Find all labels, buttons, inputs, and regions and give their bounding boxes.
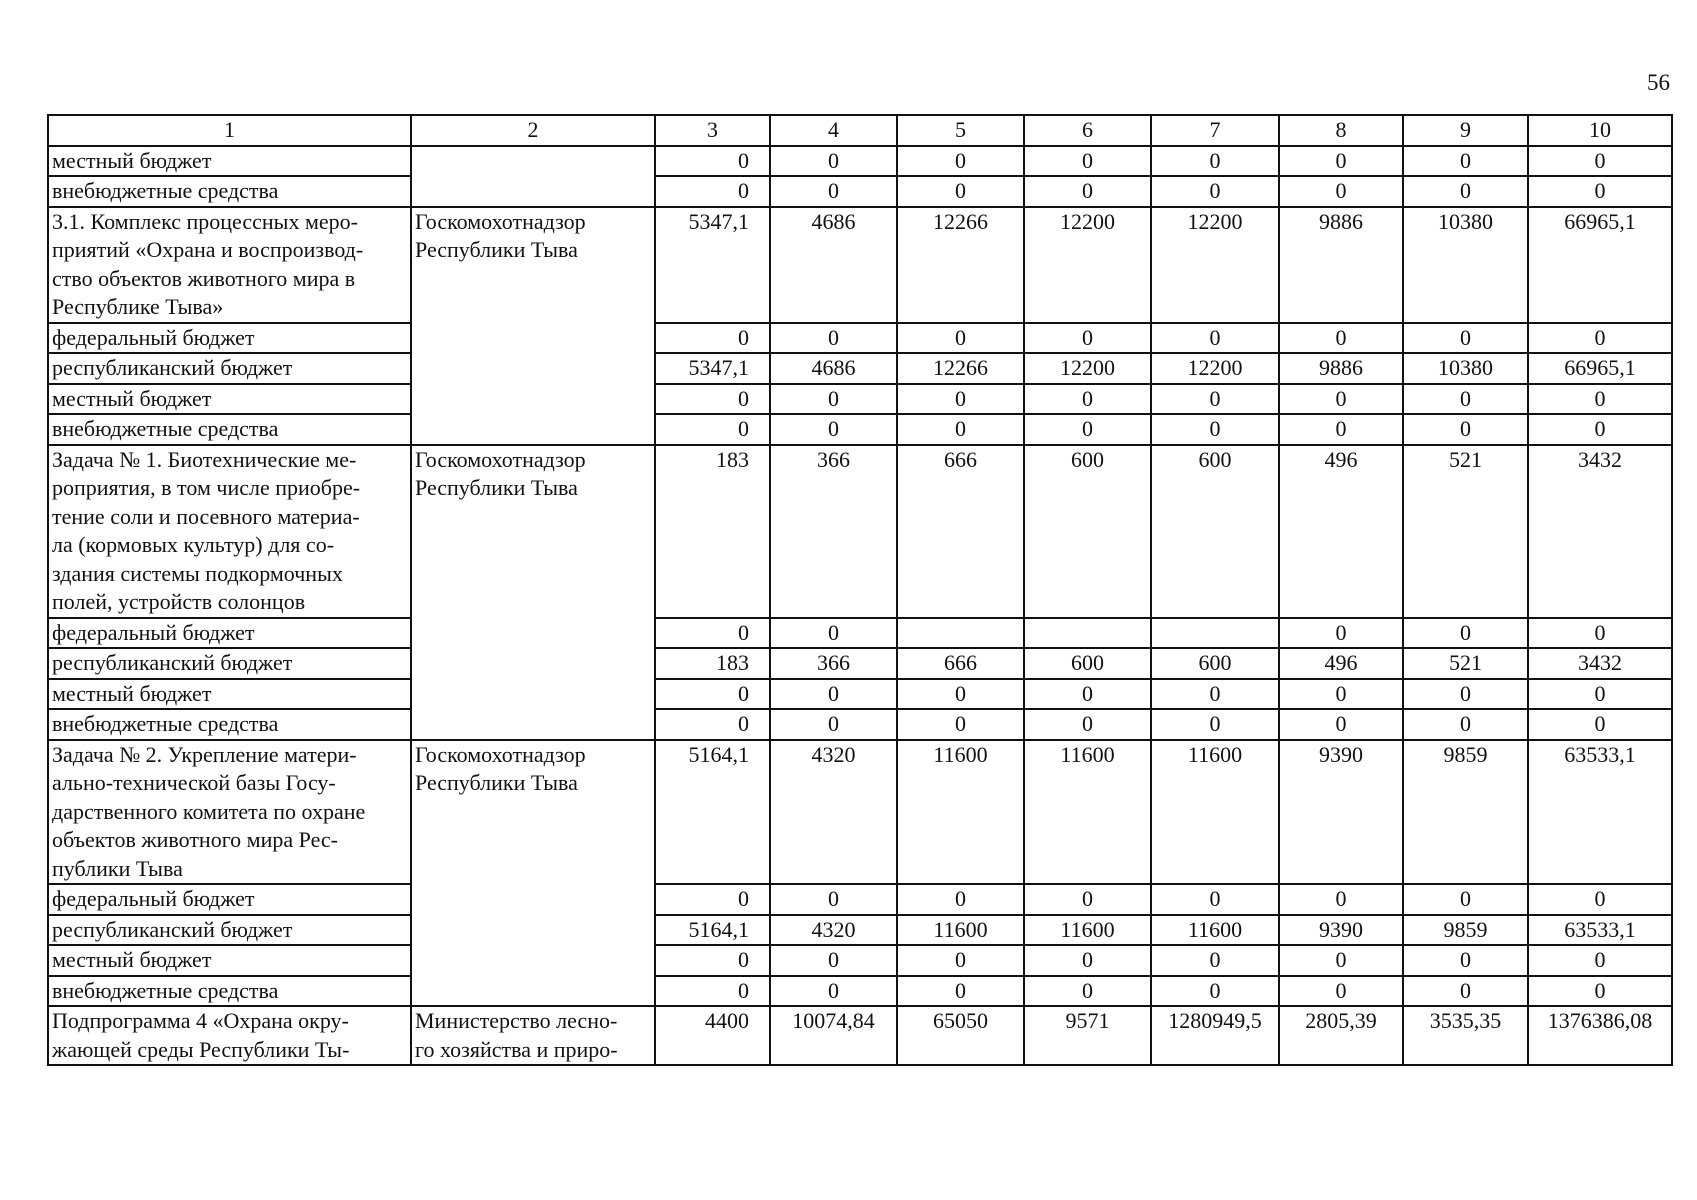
table-row xyxy=(48,915,1672,946)
row-executor: Госкомохотнадзор Республики Тыва xyxy=(411,207,655,445)
value-cell: 0 xyxy=(1403,884,1528,915)
value-cell: 0 xyxy=(1403,679,1528,710)
value-cell: 4320 xyxy=(770,915,897,946)
table-row xyxy=(48,146,1672,177)
value-cell: 0 xyxy=(655,384,770,415)
budget-table xyxy=(47,114,1673,1066)
table-row xyxy=(48,945,1672,976)
value-cell: 0 xyxy=(1528,146,1672,177)
value-cell: 9886 xyxy=(1279,353,1403,384)
value-cell: 10380 xyxy=(1403,353,1528,384)
value-cell: 496 xyxy=(1279,648,1403,679)
value-cell: 0 xyxy=(1151,384,1279,415)
row-label: федеральный бюджет xyxy=(48,618,411,649)
value-cell: 0 xyxy=(770,679,897,710)
value-cell: 0 xyxy=(1403,414,1528,445)
value-cell: 0 xyxy=(655,679,770,710)
value-cell: 0 xyxy=(770,709,897,740)
row-label: республиканский бюджет xyxy=(48,353,411,384)
value-cell xyxy=(1151,618,1279,649)
value-cell: 12266 xyxy=(897,353,1024,384)
value-cell: 0 xyxy=(655,146,770,177)
page-number: 56 xyxy=(1647,70,1670,95)
value-cell: 63533,1 xyxy=(1528,915,1672,946)
value-cell: 0 xyxy=(1279,709,1403,740)
row-label: внебюджетные средства xyxy=(48,976,411,1007)
table-row xyxy=(48,679,1672,710)
value-cell: 0 xyxy=(1528,176,1672,207)
value-cell: 0 xyxy=(897,323,1024,354)
value-cell: 0 xyxy=(1151,146,1279,177)
value-cell: 11600 xyxy=(1151,915,1279,946)
value-cell: 11600 xyxy=(897,915,1024,946)
row-label: Задача № 2. Укрепление матери- ально-технической базы Госу- дарственного комитета по охране объектов животного мира Рес- публики Тыва xyxy=(48,740,411,885)
value-cell: 600 xyxy=(1151,445,1279,618)
value-cell: 0 xyxy=(897,414,1024,445)
table-row xyxy=(48,207,1672,323)
value-cell: 0 xyxy=(1024,709,1151,740)
row-executor: Госкомохотнадзор Республики Тыва xyxy=(411,445,655,740)
value-cell: 0 xyxy=(655,945,770,976)
value-cell: 63533,1 xyxy=(1528,740,1672,885)
value-cell: 0 xyxy=(897,146,1024,177)
table-row xyxy=(48,353,1672,384)
value-cell: 0 xyxy=(1403,176,1528,207)
value-cell: 0 xyxy=(897,384,1024,415)
value-cell: 12200 xyxy=(1151,353,1279,384)
value-cell: 0 xyxy=(897,976,1024,1007)
value-cell: 66965,1 xyxy=(1528,207,1672,323)
value-cell: 366 xyxy=(770,445,897,618)
value-cell: 0 xyxy=(1151,976,1279,1007)
value-cell: 0 xyxy=(1528,384,1672,415)
header-cell: 10 xyxy=(1528,115,1672,146)
value-cell: 9886 xyxy=(1279,207,1403,323)
value-cell: 0 xyxy=(770,414,897,445)
value-cell xyxy=(1024,618,1151,649)
value-cell: 0 xyxy=(1151,414,1279,445)
value-cell: 0 xyxy=(897,945,1024,976)
value-cell: 0 xyxy=(1528,618,1672,649)
value-cell: 0 xyxy=(1024,146,1151,177)
value-cell: 0 xyxy=(655,884,770,915)
value-cell: 0 xyxy=(897,884,1024,915)
value-cell: 0 xyxy=(655,976,770,1007)
value-cell: 0 xyxy=(1528,323,1672,354)
value-cell: 0 xyxy=(1279,414,1403,445)
value-cell: 366 xyxy=(770,648,897,679)
row-executor: Госкомохотнадзор Республики Тыва xyxy=(411,740,655,1007)
value-cell: 12200 xyxy=(1024,207,1151,323)
header-cell: 3 xyxy=(655,115,770,146)
value-cell: 0 xyxy=(1403,146,1528,177)
value-cell: 9859 xyxy=(1403,915,1528,946)
value-cell: 0 xyxy=(655,176,770,207)
row-executor xyxy=(411,146,655,207)
value-cell: 521 xyxy=(1403,648,1528,679)
value-cell: 0 xyxy=(1279,945,1403,976)
value-cell: 0 xyxy=(897,679,1024,710)
table-row xyxy=(48,709,1672,740)
value-cell: 4686 xyxy=(770,207,897,323)
value-cell: 183 xyxy=(655,648,770,679)
value-cell: 0 xyxy=(1528,884,1672,915)
value-cell: 0 xyxy=(655,414,770,445)
value-cell: 0 xyxy=(1403,384,1528,415)
value-cell: 1280949,5 xyxy=(1151,1006,1279,1065)
value-cell: 11600 xyxy=(1024,740,1151,885)
value-cell: 0 xyxy=(1403,709,1528,740)
table-row xyxy=(48,884,1672,915)
value-cell: 0 xyxy=(1151,176,1279,207)
value-cell: 66965,1 xyxy=(1528,353,1672,384)
value-cell: 600 xyxy=(1024,648,1151,679)
value-cell: 0 xyxy=(1024,976,1151,1007)
value-cell: 0 xyxy=(770,146,897,177)
header-cell: 8 xyxy=(1279,115,1403,146)
value-cell: 0 xyxy=(1528,414,1672,445)
value-cell: 12200 xyxy=(1151,207,1279,323)
table-row xyxy=(48,384,1672,415)
value-cell: 0 xyxy=(655,618,770,649)
value-cell: 0 xyxy=(1528,679,1672,710)
value-cell: 0 xyxy=(1403,945,1528,976)
value-cell xyxy=(897,618,1024,649)
value-cell: 9390 xyxy=(1279,740,1403,885)
header-cell: 6 xyxy=(1024,115,1151,146)
header-cell: 9 xyxy=(1403,115,1528,146)
value-cell: 0 xyxy=(1528,976,1672,1007)
value-cell: 11600 xyxy=(1024,915,1151,946)
value-cell: 5347,1 xyxy=(655,207,770,323)
value-cell: 666 xyxy=(897,648,1024,679)
value-cell: 12200 xyxy=(1024,353,1151,384)
value-cell: 0 xyxy=(897,176,1024,207)
header-cell: 2 xyxy=(411,115,655,146)
row-executor: Министерство лесно- го хозяйства и приро- xyxy=(411,1006,655,1065)
value-cell: 0 xyxy=(1024,884,1151,915)
value-cell: 0 xyxy=(770,176,897,207)
value-cell: 2805,39 xyxy=(1279,1006,1403,1065)
value-cell: 0 xyxy=(1528,709,1672,740)
value-cell: 0 xyxy=(770,945,897,976)
value-cell: 0 xyxy=(1024,414,1151,445)
value-cell: 9571 xyxy=(1024,1006,1151,1065)
value-cell: 0 xyxy=(770,618,897,649)
row-label: местный бюджет xyxy=(48,679,411,710)
table-row xyxy=(48,445,1672,618)
row-label: федеральный бюджет xyxy=(48,323,411,354)
value-cell: 0 xyxy=(1279,679,1403,710)
value-cell: 666 xyxy=(897,445,1024,618)
value-cell: 0 xyxy=(1024,679,1151,710)
value-cell: 5347,1 xyxy=(655,353,770,384)
value-cell: 0 xyxy=(1151,884,1279,915)
value-cell: 5164,1 xyxy=(655,915,770,946)
value-cell: 12266 xyxy=(897,207,1024,323)
value-cell: 0 xyxy=(1279,618,1403,649)
value-cell: 0 xyxy=(1403,323,1528,354)
table-row xyxy=(48,648,1672,679)
value-cell: 0 xyxy=(1024,384,1151,415)
value-cell: 3535,35 xyxy=(1403,1006,1528,1065)
value-cell: 3432 xyxy=(1528,648,1672,679)
header-cell: 4 xyxy=(770,115,897,146)
value-cell: 0 xyxy=(1151,323,1279,354)
row-label: федеральный бюджет xyxy=(48,884,411,915)
value-cell: 10380 xyxy=(1403,207,1528,323)
value-cell: 0 xyxy=(1403,976,1528,1007)
table-row xyxy=(48,618,1672,649)
value-cell: 0 xyxy=(897,709,1024,740)
header-cell: 1 xyxy=(48,115,411,146)
header-cell: 7 xyxy=(1151,115,1279,146)
value-cell: 65050 xyxy=(897,1006,1024,1065)
value-cell: 0 xyxy=(1151,709,1279,740)
row-label: внебюджетные средства xyxy=(48,176,411,207)
row-label: 3.1. Комплекс процессных меро- приятий «Охрана и воспроизвод- ство объектов животного мира в Республике Тыва» xyxy=(48,207,411,323)
value-cell: 0 xyxy=(655,323,770,354)
value-cell: 0 xyxy=(1279,176,1403,207)
row-label: республиканский бюджет xyxy=(48,648,411,679)
value-cell: 600 xyxy=(1024,445,1151,618)
row-label: республиканский бюджет xyxy=(48,915,411,946)
value-cell: 496 xyxy=(1279,445,1403,618)
value-cell: 0 xyxy=(1024,323,1151,354)
value-cell: 0 xyxy=(1024,945,1151,976)
value-cell: 183 xyxy=(655,445,770,618)
value-cell: 4686 xyxy=(770,353,897,384)
value-cell: 0 xyxy=(770,384,897,415)
value-cell: 0 xyxy=(770,976,897,1007)
value-cell: 521 xyxy=(1403,445,1528,618)
table-row xyxy=(48,740,1672,885)
value-cell: 11600 xyxy=(1151,740,1279,885)
value-cell: 4320 xyxy=(770,740,897,885)
value-cell: 9859 xyxy=(1403,740,1528,885)
value-cell: 0 xyxy=(1024,176,1151,207)
value-cell: 0 xyxy=(770,884,897,915)
value-cell: 0 xyxy=(1151,679,1279,710)
value-cell: 5164,1 xyxy=(655,740,770,885)
value-cell: 0 xyxy=(770,323,897,354)
table-row xyxy=(48,323,1672,354)
row-label: Подпрограмма 4 «Охрана окру- жающей среды Республики Ты- xyxy=(48,1006,411,1065)
table-row xyxy=(48,176,1672,207)
value-cell: 0 xyxy=(1279,976,1403,1007)
value-cell: 600 xyxy=(1151,648,1279,679)
table-row xyxy=(48,976,1672,1007)
value-cell: 4400 xyxy=(655,1006,770,1065)
header-cell: 5 xyxy=(897,115,1024,146)
value-cell: 0 xyxy=(1279,384,1403,415)
value-cell: 9390 xyxy=(1279,915,1403,946)
value-cell: 10074,84 xyxy=(770,1006,897,1065)
row-label: местный бюджет xyxy=(48,945,411,976)
table-row xyxy=(48,1006,1672,1065)
value-cell: 0 xyxy=(1403,618,1528,649)
value-cell: 0 xyxy=(1279,323,1403,354)
row-label: местный бюджет xyxy=(48,146,411,177)
value-cell: 11600 xyxy=(897,740,1024,885)
header-row xyxy=(48,115,1672,146)
value-cell: 3432 xyxy=(1528,445,1672,618)
value-cell: 0 xyxy=(1151,945,1279,976)
row-label: внебюджетные средства xyxy=(48,414,411,445)
row-label: внебюджетные средства xyxy=(48,709,411,740)
value-cell: 0 xyxy=(1528,945,1672,976)
value-cell: 0 xyxy=(1279,146,1403,177)
row-label: местный бюджет xyxy=(48,384,411,415)
value-cell: 1376386,08 xyxy=(1528,1006,1672,1065)
value-cell: 0 xyxy=(655,709,770,740)
value-cell: 0 xyxy=(1279,884,1403,915)
table-row xyxy=(48,414,1672,445)
row-label: Задача № 1. Биотехнические ме- роприятия, в том числе приобре- тение соли и посевного материа- ла (кормовых культур) для со- здания системы подкормочных полей, устройств солонцов xyxy=(48,445,411,618)
